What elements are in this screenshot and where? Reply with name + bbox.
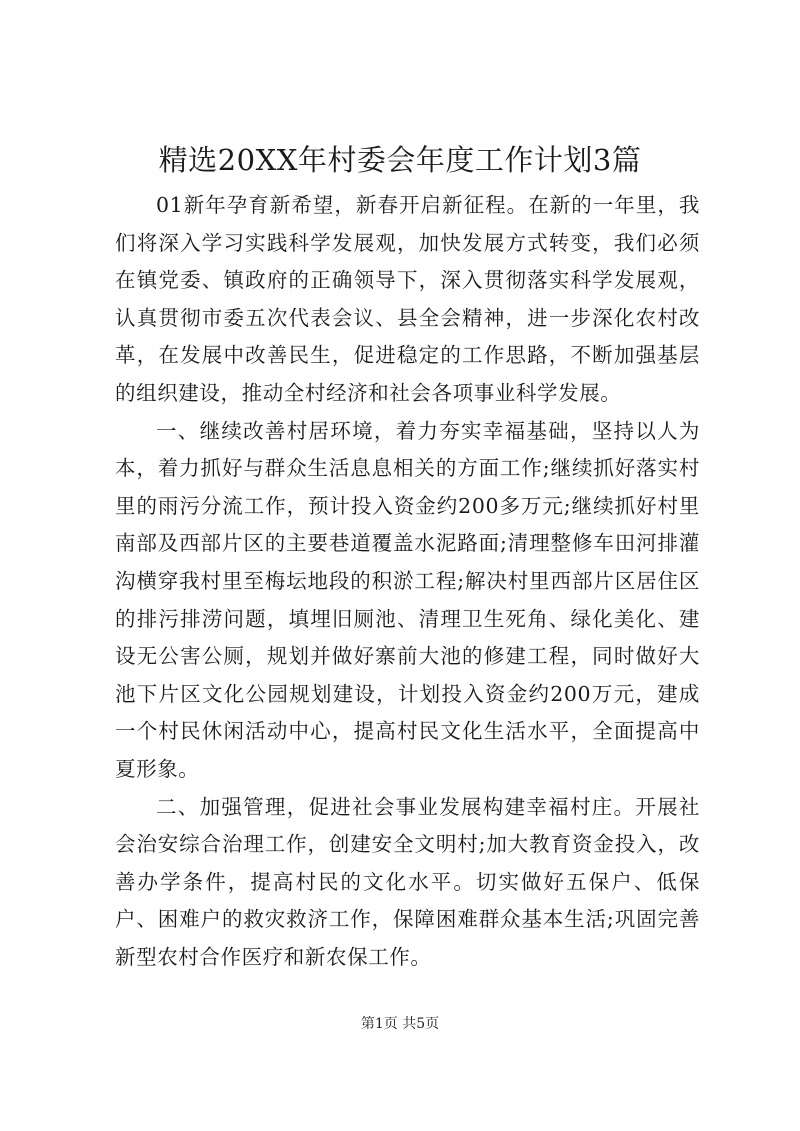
document-title: 精选20XX年村委会年度工作计划3篇 [158, 143, 642, 177]
paragraph-intro: 01新年孕育新希望，新春开启新征程。在新的一年里，我们将深入学习实践科学发展观，加快发展方式转变，我们必须在镇党委、镇政府的正确领导下，深入贯彻落实科学发展观，认真贯彻市委五次代表会议、县全会精神，进一步深化农村改革，在发展中改善民生，促进稳定的工作思路，不断加强基层的组织建设，推动全村经济和社会各项事业科学发展。 [115, 193, 700, 405]
paragraph-section-two: 二、加强管理，促进社会事业发展构建幸福村庄。开展社会治安综合治理工作，创建安全文明村;加大教育资金投入，改善办学条件，提高村民的文化水平。切实做好五保户、低保户、困难户的救灾救济工作，保障困难群众基本生活;巩固完善新型农村合作医疗和新农保工作。 [115, 794, 700, 969]
page-number-footer: 第1页 共5页 [360, 1016, 440, 1032]
paragraph-section-one: 一、继续改善村居环境，着力夯实幸福基础，坚持以人为本，着力抓好与群众生活息息相关的方面工作;继续抓好落实村里的雨污分流工作，预计投入资金约200多万元;继续抓好村里南部及西部片区的主要巷道覆盖水泥路面;清理整修车田河排灌沟横穿我村里至梅坛地段的积淤工程;解决村里西部片区居住区的排污排涝问题，填埋旧厕池、清理卫生死角、绿化美化、建设无公害公厕，规划并做好寨前大池的修建工程，同时做好大池下片区文化公园规划建设，计划投入资金约200万元，建成一个村民休闲活动中心，提高村民文化生活水平，全面提高中夏形象。 [115, 418, 700, 781]
document-body [115, 187, 700, 976]
